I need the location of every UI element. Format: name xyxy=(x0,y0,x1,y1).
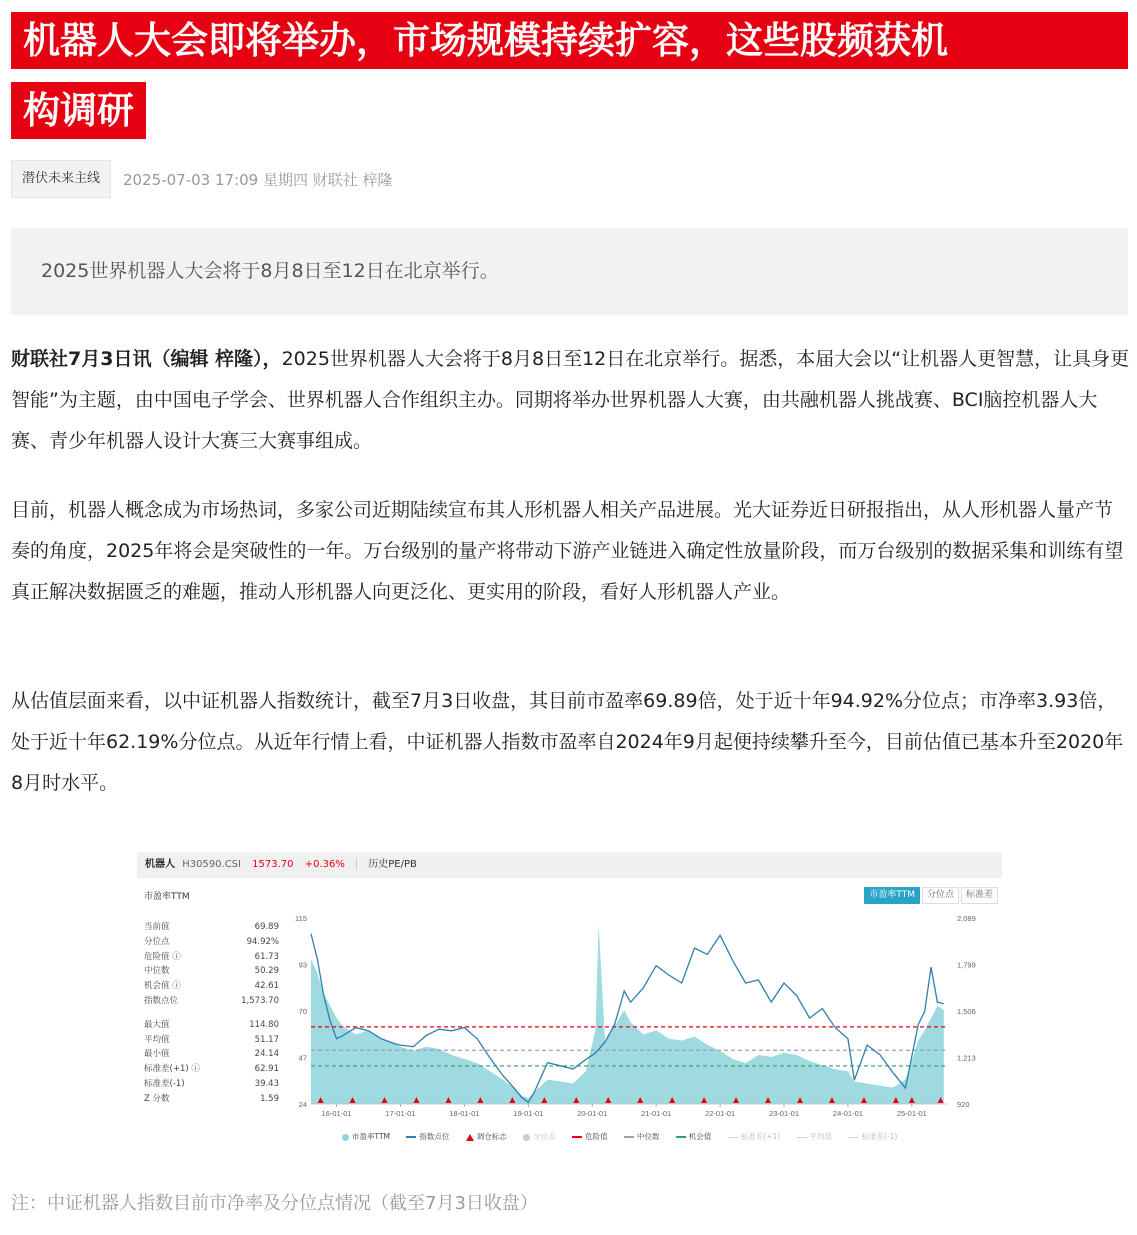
legend-label: 机会值 xyxy=(688,1132,712,1141)
stat-label: 分位点 xyxy=(144,936,170,947)
paragraph-1 xyxy=(11,339,1131,462)
index-code: H30590.CSI xyxy=(182,859,241,870)
title-line-1: 机器人大会即将举办，市场规模持续扩容，这些股频获机 xyxy=(11,12,1128,69)
stat-row xyxy=(144,964,279,979)
stat-label: 中位数 xyxy=(144,966,170,977)
stat-value: 42.61 xyxy=(254,981,279,992)
y-right-tick-label: 2,089 xyxy=(957,914,976,923)
stat-row xyxy=(144,979,279,994)
stat-label: 当前值 xyxy=(144,922,170,932)
stat-row xyxy=(144,1092,279,1107)
header-divider xyxy=(356,858,357,870)
chart-legend xyxy=(342,1131,911,1142)
stat-row xyxy=(144,1047,279,1062)
stat-value: 61.73 xyxy=(254,951,279,962)
y-right-tick-label: 920 xyxy=(957,1100,970,1109)
stat-label: 标准差(+1) ⓘ xyxy=(144,1064,200,1075)
x-tick-label: 17-01-01 xyxy=(385,1109,416,1118)
pe-ttm-button[interactable]: 市盈率TTM xyxy=(864,887,920,904)
legend-label: 分位点 xyxy=(533,1132,556,1141)
legend-label: 指数点位 xyxy=(419,1132,450,1141)
paragraph-3: 从估值层面来看，以中证机器人指数统计，截至7月3日收盘，其目前市盈率69.89倍，处于近十年94.92%分位点；市净率3.93倍，处于近十年62.19%分位点。从近年行情上看，中证机器人指数市盈率自2024年9月起便持续攀升至今，目前估值已基本升至2020年8月时水平。 xyxy=(11,690,1124,794)
stat-row xyxy=(144,1062,279,1077)
stat-row xyxy=(144,935,279,950)
stat-value: 1.59 xyxy=(260,1093,279,1104)
x-tick-label: 16-01-01 xyxy=(321,1109,352,1118)
y-right-tick-label: 1,506 xyxy=(957,1007,976,1016)
x-tick-label: 24-01-01 xyxy=(832,1109,863,1118)
y-left-tick-label: 24 xyxy=(298,1100,307,1109)
legend-label: 标准差(+1) xyxy=(740,1132,781,1141)
stat-label: 平均值 xyxy=(144,1034,170,1045)
stat-label: 机会值 ⓘ xyxy=(144,981,181,992)
legend-label: 标准差(-1) xyxy=(861,1132,898,1141)
stat-value: 69.89 xyxy=(254,922,279,932)
stat-row xyxy=(144,1077,279,1092)
y-right-tick-label: 1,213 xyxy=(957,1053,976,1063)
stat-value: 62.91 xyxy=(254,1064,279,1075)
stat-value: 94.92% xyxy=(246,936,279,947)
stat-label: 标准差(-1) xyxy=(144,1078,185,1089)
stat-value: 1,573.70 xyxy=(241,995,279,1006)
legend-label: 危险值 xyxy=(585,1132,608,1141)
legend-item[interactable] xyxy=(572,1132,608,1141)
stat-row xyxy=(144,950,279,965)
article-meta xyxy=(11,160,393,198)
topic-tag[interactable]: 潜伏未来主线 xyxy=(11,160,111,198)
legend-item[interactable] xyxy=(624,1132,660,1141)
x-tick-label: 22-01-01 xyxy=(705,1109,736,1118)
x-tick-label: 20-01-01 xyxy=(577,1109,608,1118)
chart-header xyxy=(137,852,1002,878)
x-tick-label: 25-01-01 xyxy=(896,1109,927,1118)
legend-label: 调仓标志 xyxy=(476,1132,507,1141)
stats-divider xyxy=(144,1009,279,1018)
y-left-tick-label: 115 xyxy=(295,914,307,923)
index-price: 1573.70 xyxy=(252,859,294,870)
legend-item[interactable] xyxy=(728,1132,780,1141)
pe-chart xyxy=(287,910,999,1130)
publish-info: 2025-07-03 17:09 星期四 财联社 梓隆 xyxy=(123,170,393,189)
stat-label: 最大值 xyxy=(144,1019,170,1030)
legend-label: 平均值 xyxy=(809,1132,833,1141)
legend-item[interactable] xyxy=(523,1132,556,1141)
legend-item[interactable] xyxy=(848,1132,897,1141)
stat-row xyxy=(144,1033,279,1048)
legend-item[interactable] xyxy=(797,1132,833,1141)
x-tick-label: 18-01-01 xyxy=(449,1109,480,1118)
stat-label: 危险值 ⓘ xyxy=(144,951,181,962)
index-change: +0.36% xyxy=(304,859,345,870)
paragraph-1-body: 2025世界机器人大会将于8月8日至12日在北京举行。据悉，本届大会以“让机器人更智慧，让具身更智能”为主题，由中国电子学会、世界机器人合作组织主办。同期将举办世界机器人大赛，由共融机器人挑战赛、BCI脑控机器人大赛、青少年机器人设计大赛三大赛事组成。 xyxy=(11,348,1130,452)
pe-area-series xyxy=(311,924,944,1104)
stat-value: 39.43 xyxy=(254,1078,279,1089)
legend-label: 市盈率TTM xyxy=(352,1132,391,1141)
article-summary: 2025世界机器人大会将于8月8日至12日在北京举行。 xyxy=(11,228,1128,315)
paragraph-lead: 财联社7月3日讯（编辑 梓隆）， xyxy=(11,348,282,370)
history-tab[interactable]: 历史PE/PB xyxy=(368,859,417,870)
stat-label: Z 分数 xyxy=(144,1093,170,1104)
y-left-tick-label: 70 xyxy=(298,1007,307,1016)
title-line-2: 构调研 xyxy=(11,82,146,139)
y-right-tick-label: 1,799 xyxy=(957,960,976,970)
legend-item[interactable] xyxy=(466,1132,507,1141)
legend-item[interactable] xyxy=(676,1132,712,1141)
legend-label: 中位数 xyxy=(636,1132,660,1141)
stat-value: 51.17 xyxy=(254,1034,279,1045)
y-left-tick-label: 47 xyxy=(298,1053,307,1063)
stat-row xyxy=(144,994,279,1009)
y-left-tick-label: 93 xyxy=(298,960,307,970)
chart-subtitle: 市盈率TTM xyxy=(144,892,190,902)
legend-item[interactable] xyxy=(406,1132,449,1141)
pe-chart-panel xyxy=(137,852,1002,1147)
paragraph-2: 目前，机器人概念成为市场热词，多家公司近期陆续宣布其人形机器人相关产品进展。光大证券近日研报指出，从人形机器人量产节奏的角度，2025年将会是突破性的一年。万台级别的量产将带动下游产业链进入确定性放量阶段，而万台级别的数据采集和训练有望真正解决数据匮乏的难题，推动人形机器人向更泛化、更实用的阶段，看好人形机器人产业。 xyxy=(11,499,1124,603)
index-name: 机器人 xyxy=(145,859,175,870)
stat-value: 50.29 xyxy=(254,966,279,977)
stats-table xyxy=(144,920,279,1107)
stat-label: 指数点位 xyxy=(144,995,179,1006)
metric-toggle xyxy=(862,887,998,904)
percentile-button[interactable]: 分位点 xyxy=(922,887,959,904)
figure-note: 注：中证机器人指数目前市净率及分位点情况（截至7月3日收盘） xyxy=(11,1193,538,1214)
legend-item[interactable] xyxy=(342,1132,390,1141)
stddev-button[interactable]: 标准差 xyxy=(961,887,998,904)
x-tick-label: 21-01-01 xyxy=(641,1109,672,1118)
stat-row xyxy=(144,1018,279,1033)
stat-value: 114.80 xyxy=(249,1019,279,1030)
stat-value: 24.14 xyxy=(254,1049,279,1060)
x-tick-label: 19-01-01 xyxy=(513,1109,544,1118)
x-tick-label: 23-01-01 xyxy=(768,1109,800,1118)
stat-label: 最小值 xyxy=(144,1049,170,1060)
stat-row xyxy=(144,920,279,935)
